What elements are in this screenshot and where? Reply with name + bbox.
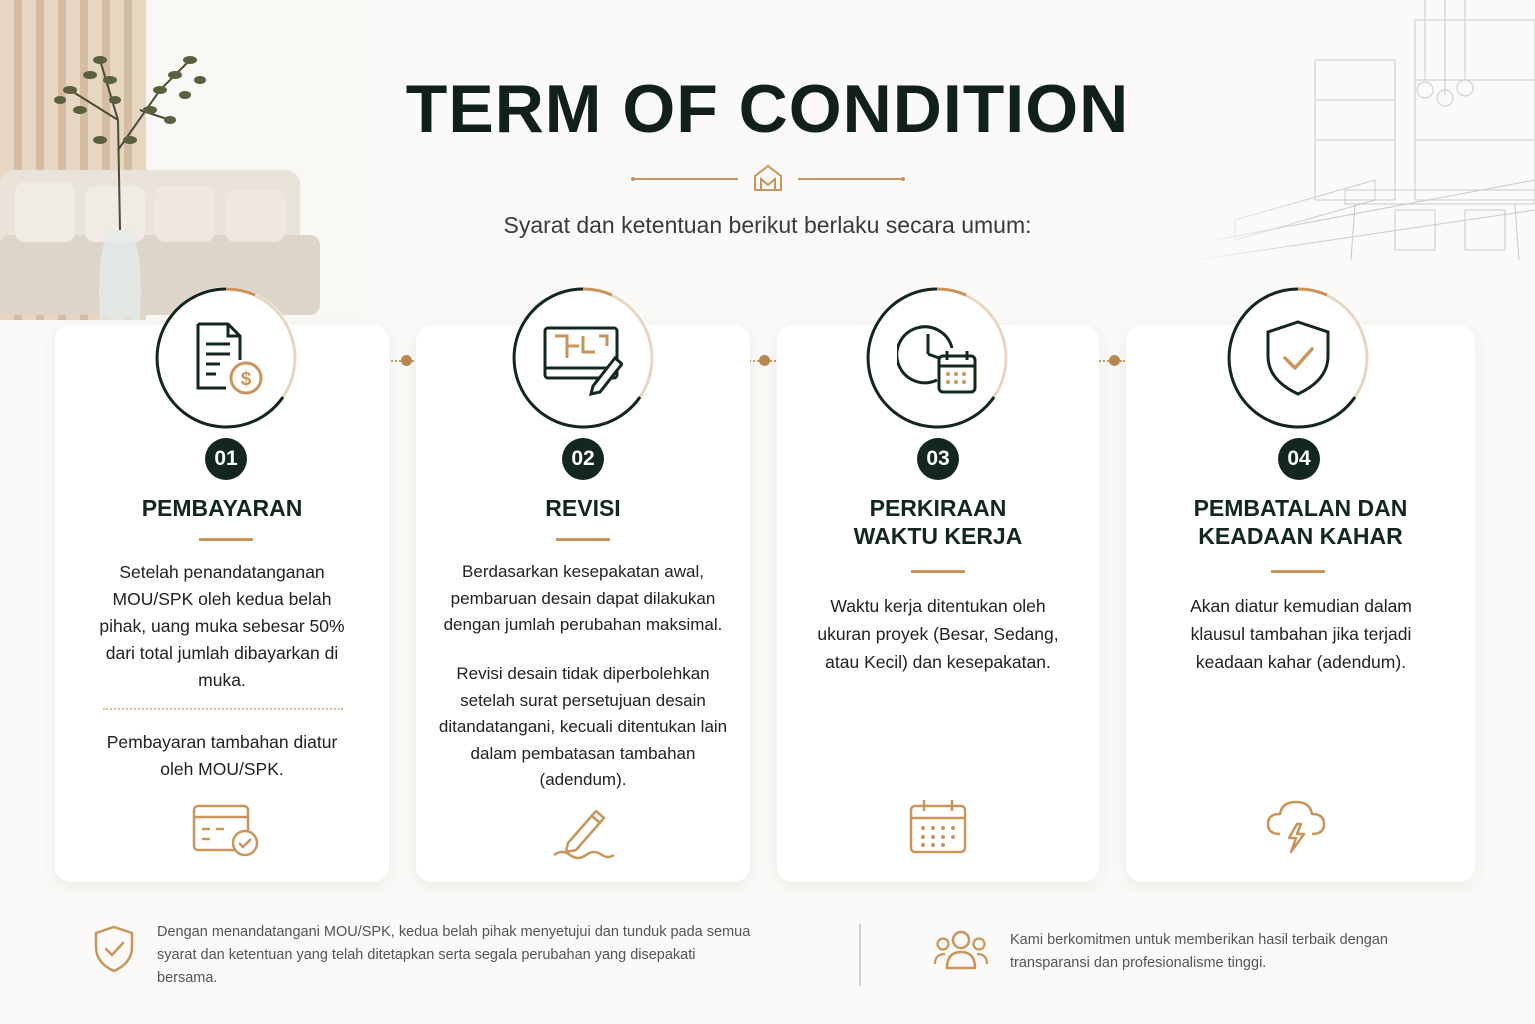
title-underline	[1271, 570, 1325, 573]
step-number-badge: 01	[205, 438, 247, 480]
team-icon	[933, 928, 989, 972]
card-title	[777, 494, 1099, 550]
title-underline	[556, 538, 610, 541]
calendar-check-icon	[192, 803, 260, 857]
pembatalan-icon-circle	[1227, 287, 1369, 429]
footer-agreement-text: Dengan menandatangani MOU/SPK, kedua belah pihak menyetujui dan tunduk pada semua syarat dan ketentuan yang telah ditetapkan serta segala perubahan yang disepakati bersama.	[157, 924, 751, 986]
card-title	[416, 494, 750, 522]
card-title-line: PERKIRAAN	[869, 495, 1007, 521]
card-title-line: REVISI	[545, 495, 621, 521]
kitchen-sketch-illustration	[1175, 0, 1535, 300]
card-paragraph: Berdasarkan kesepakatan awal, pembaruan desain dapat dilakukan dengan jumlah perubahan maksimal.	[443, 562, 723, 634]
shield-check-icon	[92, 925, 136, 973]
card-title	[55, 494, 389, 522]
shield-check-icon	[1258, 318, 1338, 398]
card-title-line: KEADAAN KAHAR	[1198, 523, 1403, 549]
card-paragraph: Akan diatur kemudian dalam klausul tambahan jika terjadi keadaan kahar (adendum).	[1190, 596, 1412, 672]
revisi-icon-circle	[512, 287, 654, 429]
waktu-icon-circle	[866, 287, 1008, 429]
connector-dot	[1109, 355, 1120, 366]
blueprint-pencil-icon	[543, 318, 623, 398]
living-room-illustration	[0, 0, 360, 320]
connector-dot	[401, 355, 412, 366]
step-number-badge: 02	[562, 438, 604, 480]
card-title-line: WAKTU KERJA	[853, 523, 1023, 549]
step-number-badge: 04	[1278, 438, 1320, 480]
house-ornament-icon	[630, 160, 906, 196]
card-paragraph: Setelah penandatanganan MOU/SPK oleh kedua belah pihak, uang muka sebesar 50% dari total jumlah dibayarkan di muka.	[99, 562, 345, 690]
svg-text:$: $	[240, 369, 252, 390]
title-underline	[199, 538, 253, 541]
page-title: TERM OF CONDITION	[405, 71, 1130, 147]
title-underline	[911, 570, 965, 573]
document-dollar-icon	[186, 318, 266, 398]
card-paragraph: Waktu kerja ditentukan oleh ukuran proyek (Besar, Sedang, atau Kecil) dan kesepakatan.	[817, 596, 1059, 672]
card-paragraph: Revisi desain tidak diperbolehkan setelah surat persetujuan desain ditandatangani, kecuali ditentukan lain dalam pembatasan tambahan (adendum).	[438, 664, 728, 789]
page-subtitle: Syarat dan ketentuan berikut berlaku secara umum:	[503, 212, 1032, 238]
step-number-badge: 03	[917, 438, 959, 480]
footer-divider	[859, 924, 861, 986]
dotted-separator	[103, 708, 343, 710]
clock-calendar-icon	[897, 318, 977, 398]
card-title	[1126, 494, 1475, 550]
pen-signature-icon	[552, 803, 616, 861]
connector-dot	[759, 355, 770, 366]
calendar-icon	[908, 798, 968, 856]
card-title-line: PEMBATALAN DAN	[1193, 495, 1408, 521]
footer-commitment-text: Kami berkomitmen untuk memberikan hasil terbaik dengan transparansi dan profesionalisme tinggi.	[1010, 932, 1388, 971]
pembayaran-icon-circle	[155, 287, 297, 429]
storm-cloud-icon	[1264, 796, 1328, 856]
card-paragraph: Pembayaran tambahan diatur oleh MOU/SPK.	[106, 732, 338, 779]
card-title-line: PEMBAYARAN	[141, 495, 303, 521]
